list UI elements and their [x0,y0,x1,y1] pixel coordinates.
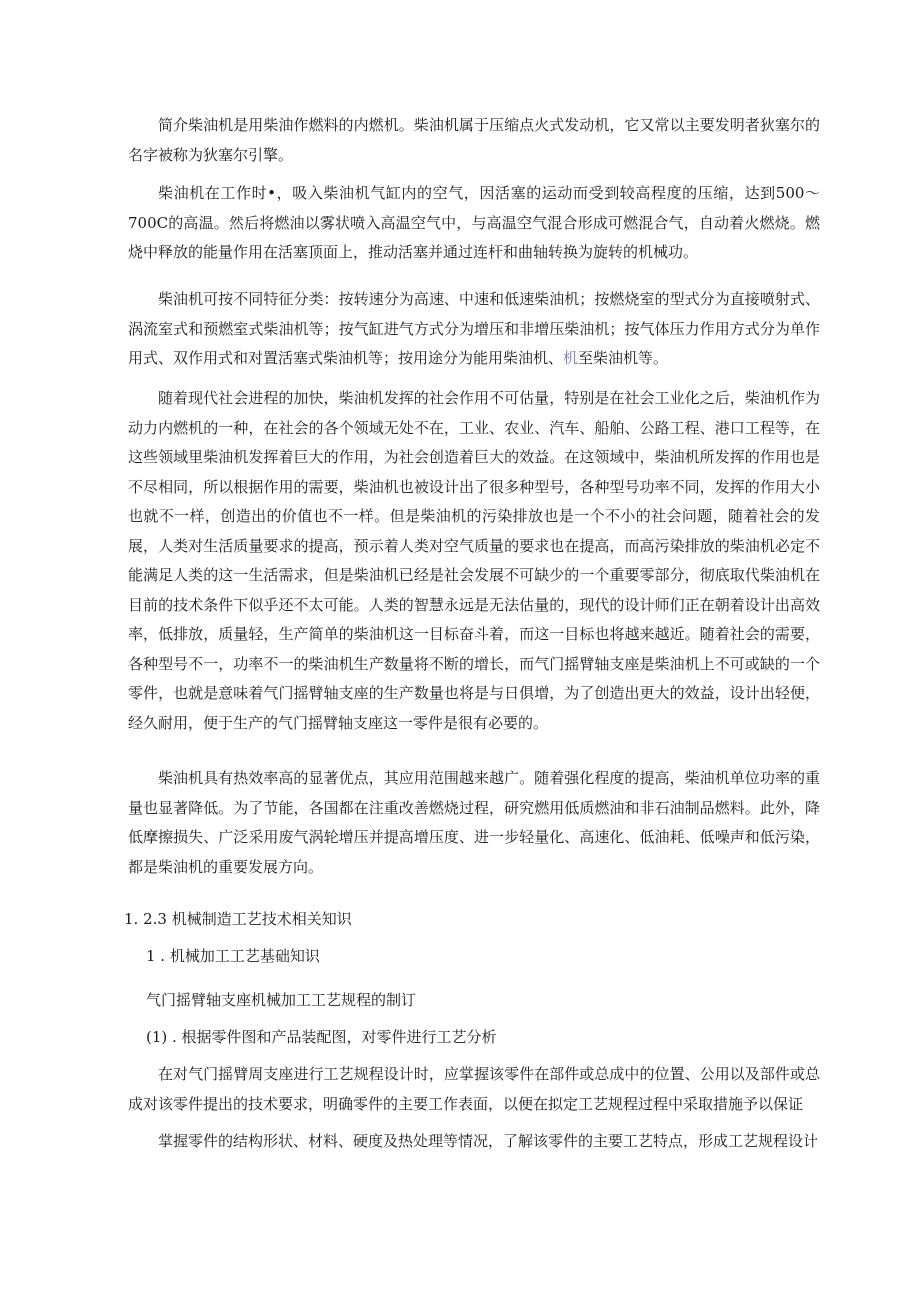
paragraph-intro: 简介柴油机是用柴油作燃料的内燃机。柴油机属于压缩点火式发动机，它又常以主要发明者狄塞尔的名字被称为狄塞尔引擎。 [128,116,820,164]
topic-heading: 气门摇臂轴支座机械加工工艺规程的制订 [146,991,417,1009]
step-heading: (1) . 根据零件图和产品装配图，对零件进行工艺分析 [146,1028,497,1046]
paragraph-working-principle: 柴油机在工作时•，吸入柴油机气缸内的空气，因活塞的运动而受到较高程度的压缩，达到500～700C的高温。然后将燃油以雾状喷入高温空气中，与高温空气混合形成可燃混合气，自动着火燃烧。燃烧中释放的能量作用在活塞顶面上，推动活塞并通过连杆和曲轴转换为旋转的机械功。 [128,184,820,261]
paragraph-social-role: 随着现代社会进程的加快，柴油机发挥的社会作用不可估量，特别是在社会工业化之后，柴油机作为动力内燃机的一种，在社会的各个领域无处不在，工业、农业、汽车、船舶、公路工程、港口工程等，在这些领域里柴油机发挥着巨大的作用，为社会创造着巨大的效益。在这领域中，柴油机所发挥的作用也是不尽相同，所以根据作用的需要，柴油机也被设计出了很多种型号，各种型号功率不同，发挥的作用大小也就不一样，创造出的价值也不一样。但是柴油机的污染排放也是一个不小的社会问题，随着社会的发展，人类对生活质量要求的提高，预示着人类对空气质量的要求也在提高，而高污染排放的柴油机必定不能满足人类的这一生活需求，但是柴油机已经是社会发展不可缺少的一个重要零部分，彻底取代柴油机在目前的技术条件下似乎还不太可能。人类的智慧永远是无法估量的，现代的设计师们正在朝着设计出高效率，低排放，质量轻，生产简单的柴油机这一目标奋斗着，而这一目标也将越来越近。随着社会的需要，各种型号不一，功率不一的柴油机生产数量将不断的增长，而气门摇臂轴支座是柴油机上不可或缺的一个零件，也就是意味着气门摇臂轴支座的生产数量也将是与日俱增，为了创造出更大的效益，设计出轻便，经久耐用，便于生产的气门摇臂轴支座这一零件是很有必要的。 [128,389,820,732]
section-heading: 1. 2.3 机械制造工艺技术相关知识 [124,910,352,928]
paragraph-structure: 掌握零件的结构形状、材料、硬度及热处理等情况，了解该零件的主要工艺特点，形成工艺规程设计 [158,1132,819,1150]
subsection-heading: 1 . 机械加工工艺基础知识 [146,947,320,965]
classification-text-end: 至柴油机等。 [578,349,669,367]
paragraph-advantages: 柴油机具有热效率高的显著优点，其应用范围越来越广。随着强化程度的提高，柴油机单位功率的重量也显著降低。为了节能，各国都在注重改善燃烧过程，研究燃用低质燃油和非石油制品燃料。此外，降低摩擦损失、广泛采用废气涡轮增压并提高增压度、进一步轻量化、高速化、低油耗、低噪声和低污染，都是柴油机的重要发展方向。 [128,769,820,876]
classification-text: 柴油机可按不同特征分类：按转速分为高速、中速和低速柴油机；按燃烧室的型式分为直接喷射式、涡流室式和预燃室式柴油机等；按气缸进气方式分为增压和非增压柴油机；按气体压力作用方式分为单作用式、双作用式和对置活塞式柴油机等；按用途分为能用柴油机、 [128,290,820,367]
highlighted-char: 机 [563,349,579,367]
paragraph-classification [128,285,820,374]
paragraph-process-design: 在对气门摇臂周支座进行工艺规程设计时，应掌握该零件在部件或总成中的位置、公用以及部件或总成对该零件提出的技术要求，明确零件的主要工作表面，以便在拟定工艺规程过程中采取措施予以保证 [128,1065,820,1113]
